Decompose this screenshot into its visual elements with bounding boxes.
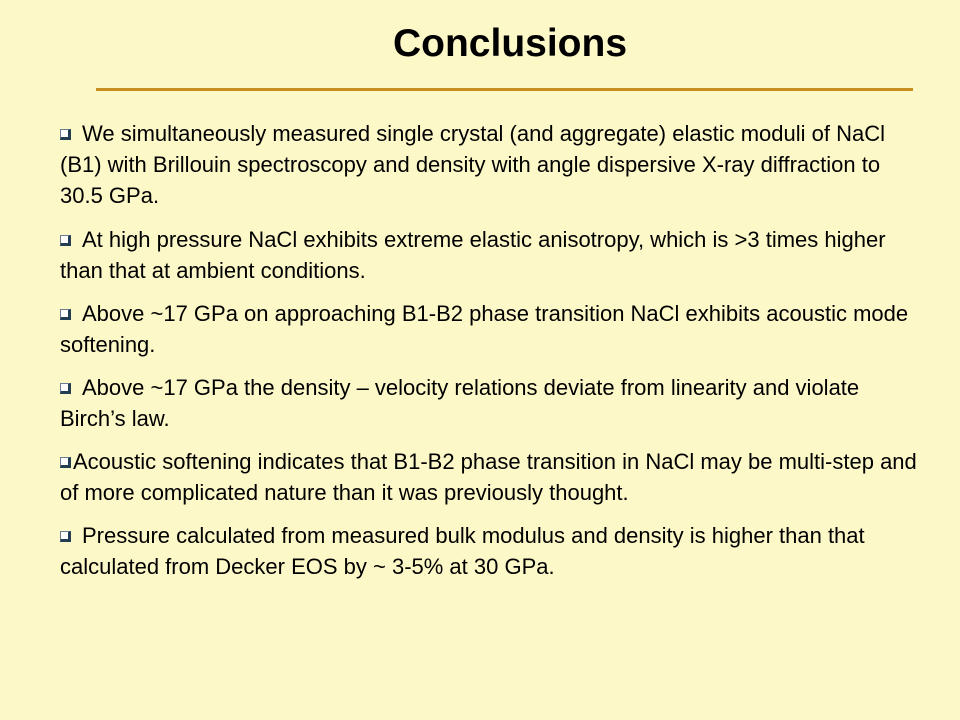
checkbox-bullet-icon (60, 383, 71, 394)
checkbox-bullet-icon (60, 309, 71, 320)
checkbox-bullet-icon (60, 129, 71, 140)
conclusion-text: Above ~17 GPa the density – velocity relations deviate from linearity and violate Birch’s law. (60, 375, 860, 431)
conclusion-item (60, 372, 920, 434)
conclusion-item (60, 224, 920, 286)
title-underline (96, 88, 913, 91)
conclusion-item (60, 520, 920, 582)
conclusion-text: Above ~17 GPa on approaching B1-B2 phase transition NaCl exhibits acoustic mode softening. (60, 301, 909, 357)
slide-title: Conclusions (392, 22, 628, 65)
checkbox-bullet-icon (60, 457, 71, 468)
conclusion-text: We simultaneously measured single crystal (and aggregate) elastic moduli of NaCl (B1) with Brillouin spectroscopy and density with angle dispersive X-ray diffraction to 30.5 GPa. (60, 121, 885, 208)
checkbox-bullet-icon (60, 531, 71, 542)
conclusion-item (60, 118, 920, 211)
conclusion-text: Acoustic softening indicates that B1-B2 phase transition in NaCl may be multi-step and of more complicated nature than it was previously thought. (60, 449, 917, 505)
conclusions-list (60, 118, 920, 594)
conclusion-text: At high pressure NaCl exhibits extreme elastic anisotropy, which is >3 times higher than that at ambient conditions. (60, 227, 886, 283)
conclusion-item (60, 298, 920, 360)
conclusion-item (60, 446, 920, 508)
conclusion-text: Pressure calculated from measured bulk modulus and density is higher than that calculated from Decker EOS by ~ 3-5% at 30 GPa. (60, 523, 865, 579)
checkbox-bullet-icon (60, 235, 71, 246)
